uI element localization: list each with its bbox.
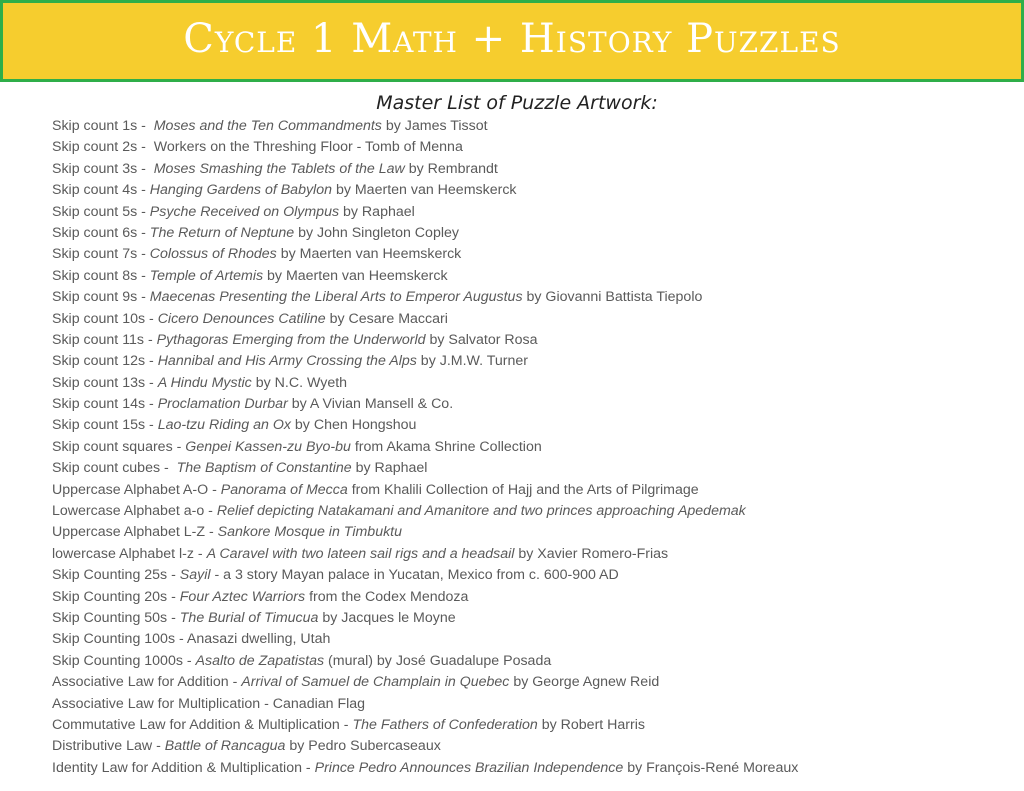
item-label: Commutative Law for Addition & Multiplication - — [52, 716, 353, 733]
item-label: Uppercase Alphabet L-Z - — [52, 524, 218, 541]
artwork-credit: by Pedro Subercaseaux — [285, 738, 441, 755]
artwork-credit: by Maerten van Heemskerck — [263, 267, 448, 284]
list-item — [52, 629, 1012, 650]
list-item — [52, 715, 1012, 736]
item-label: Skip count 5s - — [52, 203, 150, 220]
artwork-credit: - a 3 story Mayan palace in Yucatan, Mexico from c. 600-900 AD — [210, 567, 619, 584]
artwork-credit: by Maerten van Heemskerck — [276, 246, 462, 263]
item-label: Skip count 10s - — [52, 310, 158, 327]
artwork-credit: by Chen Hongshou — [290, 417, 417, 434]
artwork-title: The Return of Neptune — [149, 224, 295, 241]
artwork-credit: by François-René Moreaux — [623, 759, 799, 776]
item-label: Skip count 11s - — [52, 331, 157, 348]
list-item — [52, 608, 1012, 629]
artwork-title: Colossus of Rhodes — [149, 246, 277, 263]
artwork-title: Panorama of Mecca — [220, 481, 348, 498]
artwork-credit: by Rembrandt — [404, 160, 498, 177]
list-item — [52, 480, 1012, 501]
item-label: Skip count 14s - — [52, 396, 158, 413]
section-heading: Master List of Puzzle Artwork: — [376, 92, 658, 114]
artwork-title: Moses Smashing the Tablets of the Law — [153, 160, 405, 177]
artwork-title: Hanging Gardens of Babylon — [149, 182, 332, 199]
artwork-title: Temple of Artemis — [149, 267, 264, 284]
artwork-credit: from Akama Shrine Collection — [350, 438, 542, 455]
list-item — [52, 266, 1012, 287]
artwork-title: Psyche Received on Olympus — [149, 203, 340, 220]
list-item — [52, 287, 1012, 308]
artwork-credit: by Raphael — [351, 460, 428, 477]
artwork-title: Relief depicting Natakamani and Amanitore and two princes approaching Apedemak — [216, 503, 746, 520]
artwork-credit: by A Vivian Mansell & Co. — [287, 396, 454, 413]
list-item — [52, 244, 1012, 265]
item-label: Distributive Law - — [52, 738, 165, 755]
artwork-title: Lao-tzu Riding an Ox — [157, 417, 291, 434]
list-item — [52, 672, 1012, 693]
item-label: Skip Counting 50s - — [52, 609, 180, 626]
title-banner — [0, 0, 1024, 82]
artwork-credit: by Xavier Romero-Frias — [514, 545, 669, 562]
list-item — [52, 202, 1012, 223]
list-item — [52, 394, 1012, 415]
item-label: Skip count 13s - — [52, 374, 158, 391]
page-title: Cycle 1 Math + History Puzzles — [183, 16, 841, 62]
list-item — [52, 758, 1012, 779]
item-label: Skip count 4s - — [52, 182, 150, 199]
artwork-credit: by James Tissot — [381, 118, 488, 134]
item-label: lowercase Alphabet l-z - — [52, 545, 207, 562]
artwork-credit: by Salvator Rosa — [425, 331, 538, 348]
list-item — [52, 587, 1012, 608]
item-label: Associative Law for Addition - — [52, 674, 242, 691]
artwork-credit: by Raphael — [339, 203, 415, 220]
item-label: Skip count 7s - — [52, 246, 150, 263]
item-label: Skip count 12s - — [52, 353, 158, 370]
artwork-title: Pythagoras Emerging from the Underworld — [156, 331, 426, 348]
item-label: Skip count 9s - — [52, 289, 150, 306]
list-item — [52, 651, 1012, 672]
artwork-list — [52, 116, 1012, 779]
artwork-title: Hannibal and His Army Crossing the Alps — [157, 353, 417, 370]
list-item — [52, 180, 1012, 201]
artwork-title: Prince Pedro Announces Brazilian Independence — [314, 759, 624, 776]
list-item — [52, 437, 1012, 458]
artwork-title: Maecenas Presenting the Liberal Arts to Emperor Augustus — [149, 289, 523, 306]
list-item — [52, 522, 1012, 543]
artwork-credit: by John Singleton Copley — [294, 224, 459, 241]
artwork-title: A Caravel with two lateen sail rigs and a headsail — [206, 545, 515, 562]
item-label: Lowercase Alphabet a-o - — [52, 503, 217, 520]
item-label: Skip count 2s - Workers on the Threshing Floor - Tomb of Menna — [52, 139, 463, 156]
artwork-credit: from Khalili Collection of Hajj and the Arts of Pilgrimage — [347, 481, 699, 498]
artwork-title: Cicero Denounces Catiline — [157, 310, 326, 327]
artwork-credit: by J.M.W. Turner — [416, 353, 529, 370]
list-item — [52, 501, 1012, 522]
list-item — [52, 330, 1012, 351]
list-item — [52, 116, 1012, 137]
list-item — [52, 458, 1012, 479]
artwork-credit: by Giovanni Battista Tiepolo — [522, 289, 703, 306]
artwork-title: Sayil — [179, 567, 211, 584]
artwork-credit: (mural) by José Guadalupe Posada — [324, 652, 552, 669]
artwork-title: Four Aztec Warriors — [179, 588, 306, 605]
item-label: Skip count cubes - — [52, 460, 177, 477]
artwork-title: The Fathers of Confederation — [352, 716, 538, 733]
artwork-credit: by Maerten van Heemskerck — [332, 182, 517, 199]
item-label: Skip Counting 20s - — [52, 588, 180, 605]
list-item — [52, 351, 1012, 372]
artwork-title: Proclamation Durbar — [157, 396, 288, 413]
item-label: Skip count 8s - — [52, 267, 150, 284]
artwork-title: The Burial of Timucua — [179, 609, 319, 626]
item-label: Skip Counting 100s - Anasazi dwelling, Utah — [52, 631, 331, 648]
list-item — [52, 159, 1012, 180]
list-item — [52, 694, 1012, 715]
artwork-credit: by Cesare Maccari — [325, 310, 448, 327]
item-label: Uppercase Alphabet A-O - — [52, 481, 221, 498]
item-label: Skip count 6s - — [52, 224, 150, 241]
list-item — [52, 544, 1012, 565]
item-label: Skip Counting 25s - — [52, 567, 180, 584]
list-item — [52, 373, 1012, 394]
artwork-title: A Hindu Mystic — [157, 374, 252, 391]
artwork-credit: from the Codex Mendoza — [305, 588, 469, 605]
artwork-title: Asalto de Zapatistas — [195, 652, 325, 669]
artwork-title: Genpei Kassen-zu Byo-bu — [185, 438, 351, 455]
artwork-credit: by George Agnew Reid — [509, 674, 660, 691]
item-label: Skip count squares - — [52, 438, 186, 455]
artwork-title: The Baptism of Constantine — [176, 460, 352, 477]
list-item — [52, 137, 1012, 158]
item-label: Skip Counting 1000s - — [52, 652, 196, 669]
artwork-title: Arrival of Samuel de Champlain in Quebec — [241, 674, 510, 691]
list-item — [52, 223, 1012, 244]
list-item — [52, 736, 1012, 757]
artwork-title: Sankore Mosque in Timbuktu — [217, 524, 403, 541]
artwork-title: Battle of Rancagua — [164, 738, 286, 755]
list-item — [52, 309, 1012, 330]
artwork-credit: by Robert Harris — [537, 716, 646, 733]
artwork-credit: by Jacques le Moyne — [318, 609, 456, 626]
list-item — [52, 415, 1012, 436]
item-label: Skip count 1s - — [52, 118, 154, 134]
artwork-credit: by N.C. Wyeth — [251, 374, 348, 391]
artwork-title: Moses and the Ten Commandments — [153, 118, 382, 134]
item-label: Identity Law for Addition & Multiplication - — [52, 759, 315, 776]
list-item — [52, 565, 1012, 586]
item-label: Skip count 15s - — [52, 417, 158, 434]
item-label: Skip count 3s - — [52, 160, 154, 177]
item-label: Associative Law for Multiplication - Canadian Flag — [52, 695, 366, 712]
